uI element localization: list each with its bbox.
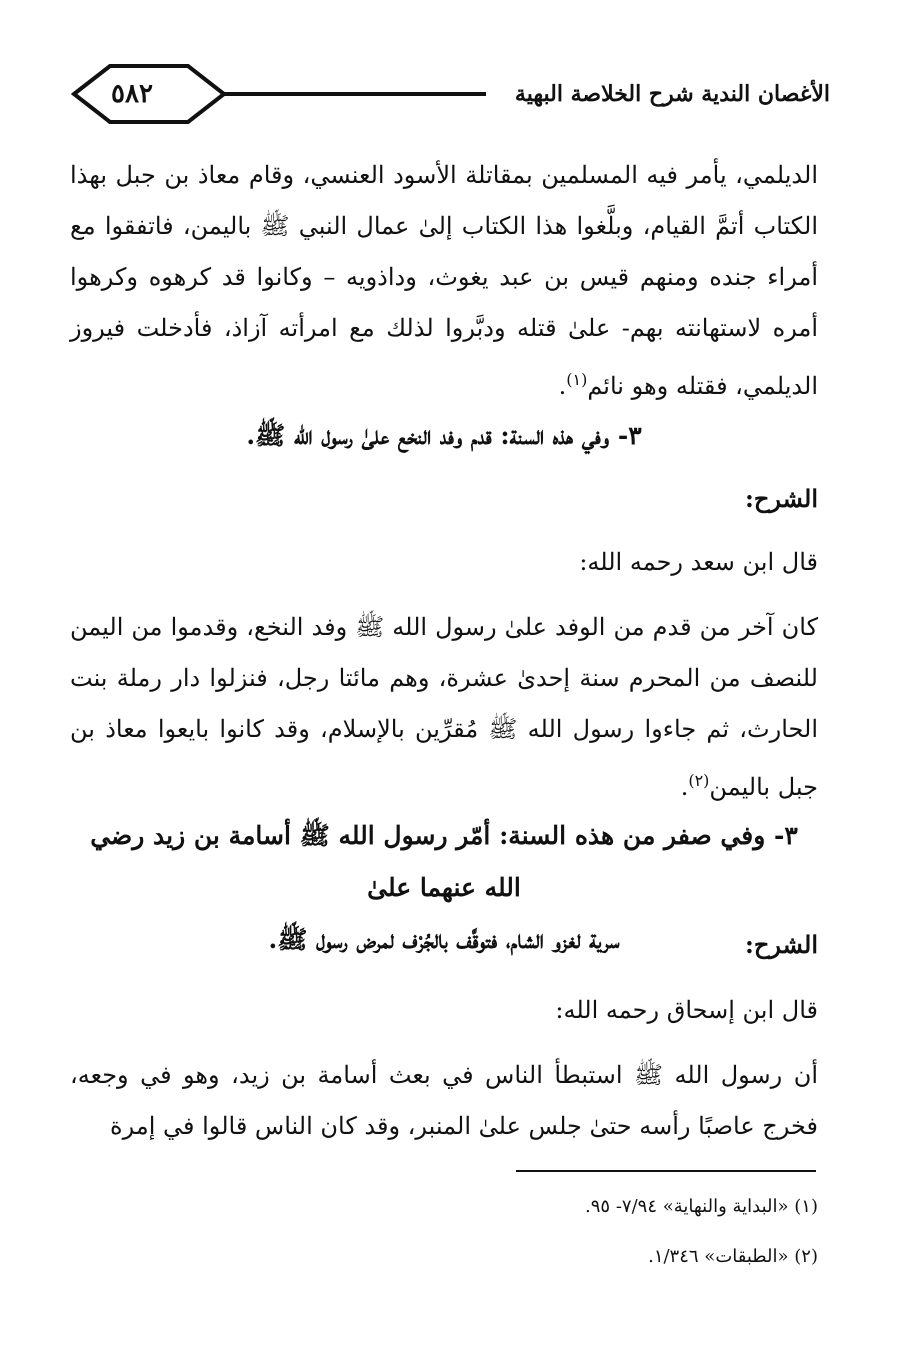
paragraph-3: أن رسول الله ﷺ استبطأ الناس في بعث أسامة بن زيد، وهو في وجعه، فخرج عاصبًا رأسه حتىٰ جلس علىٰ المنبر، وقد كان الناس قالوا في إمرة <box>70 1061 818 1140</box>
paragraph-2 <box>70 602 818 813</box>
footnote-divider <box>516 1170 816 1172</box>
paragraph-1-end: . <box>558 372 567 400</box>
section-heading-2 <box>70 810 818 966</box>
section-heading-2-line-2: سرية لغزو الشام، فتوقَّف بالجُرْف لمرض رسول ﷺ. <box>268 925 620 954</box>
section-heading-1: ٣- وفي هذه السنة: قدم وفد النخع علىٰ رسول الله ﷺ. <box>246 421 642 450</box>
quote-intro-2: قال ابن إسحاق رحمه الله: <box>555 996 818 1024</box>
running-title: الأغصان الندية شرح الخلاصة البهية <box>514 81 830 107</box>
section-heading-2-line-1: ٣- وفي صفر من هذه السنة: أمّر رسول الله ﷺ أسامة بن زيد رضي الله عنهما علىٰ <box>90 821 798 902</box>
quote-intro-1: قال ابن سعد رحمه الله: <box>579 548 818 576</box>
footnote-2: (٢) «الطبقات» ١/٣٤٦. <box>648 1246 818 1267</box>
paragraph-1-text: الديلمي، يأمر فيه المسلمين بمقاتلة الأسود العنسي، وقام معاذ بن جبل بهذا الكتاب أتمَّ القيام، وبلَّغوا هذا الكتاب إلىٰ عمال النبي ﷺ باليمن، فاتفقوا مع أمراء جنده ومنهم قيس بن عبد يغوث، وداذويه – وكانوا قد كرهوه وكرهوا أمره لاستهانته بهم- علىٰ قتله ودبَّروا لذلك مع امرأته آزاذ، فأدخلت فيروز الديلمي، فقتله وهو نائم <box>70 161 818 400</box>
page-number: ٥٨٢ <box>111 79 153 109</box>
footnote-ref-1: (١) <box>566 370 588 389</box>
footnote-ref-2: (٢) <box>688 771 710 790</box>
page-header <box>70 58 830 144</box>
paragraph-1 <box>70 150 818 412</box>
paragraph-2-end: . <box>680 773 689 801</box>
sharh-label-2: الشرح: <box>745 930 818 959</box>
paragraph-2-text: كان آخر من قدم من الوفد علىٰ رسول الله ﷺ وفد النخع، وقدموا من اليمن للنصف من المحرم سنة إحدىٰ عشرة، وهم مائتا رجل، فنزلوا دار رملة بنت الحارث، ثم جاءوا رسول الله ﷺ مُقرِّين بالإسلام، وقد كانوا بايعوا معاذ بن جبل باليمن <box>70 613 818 801</box>
sharh-label-1: الشرح: <box>745 484 818 513</box>
footnote-1: (١) «البداية والنهاية» ٧/٩٤- ٩٥. <box>585 1196 818 1217</box>
